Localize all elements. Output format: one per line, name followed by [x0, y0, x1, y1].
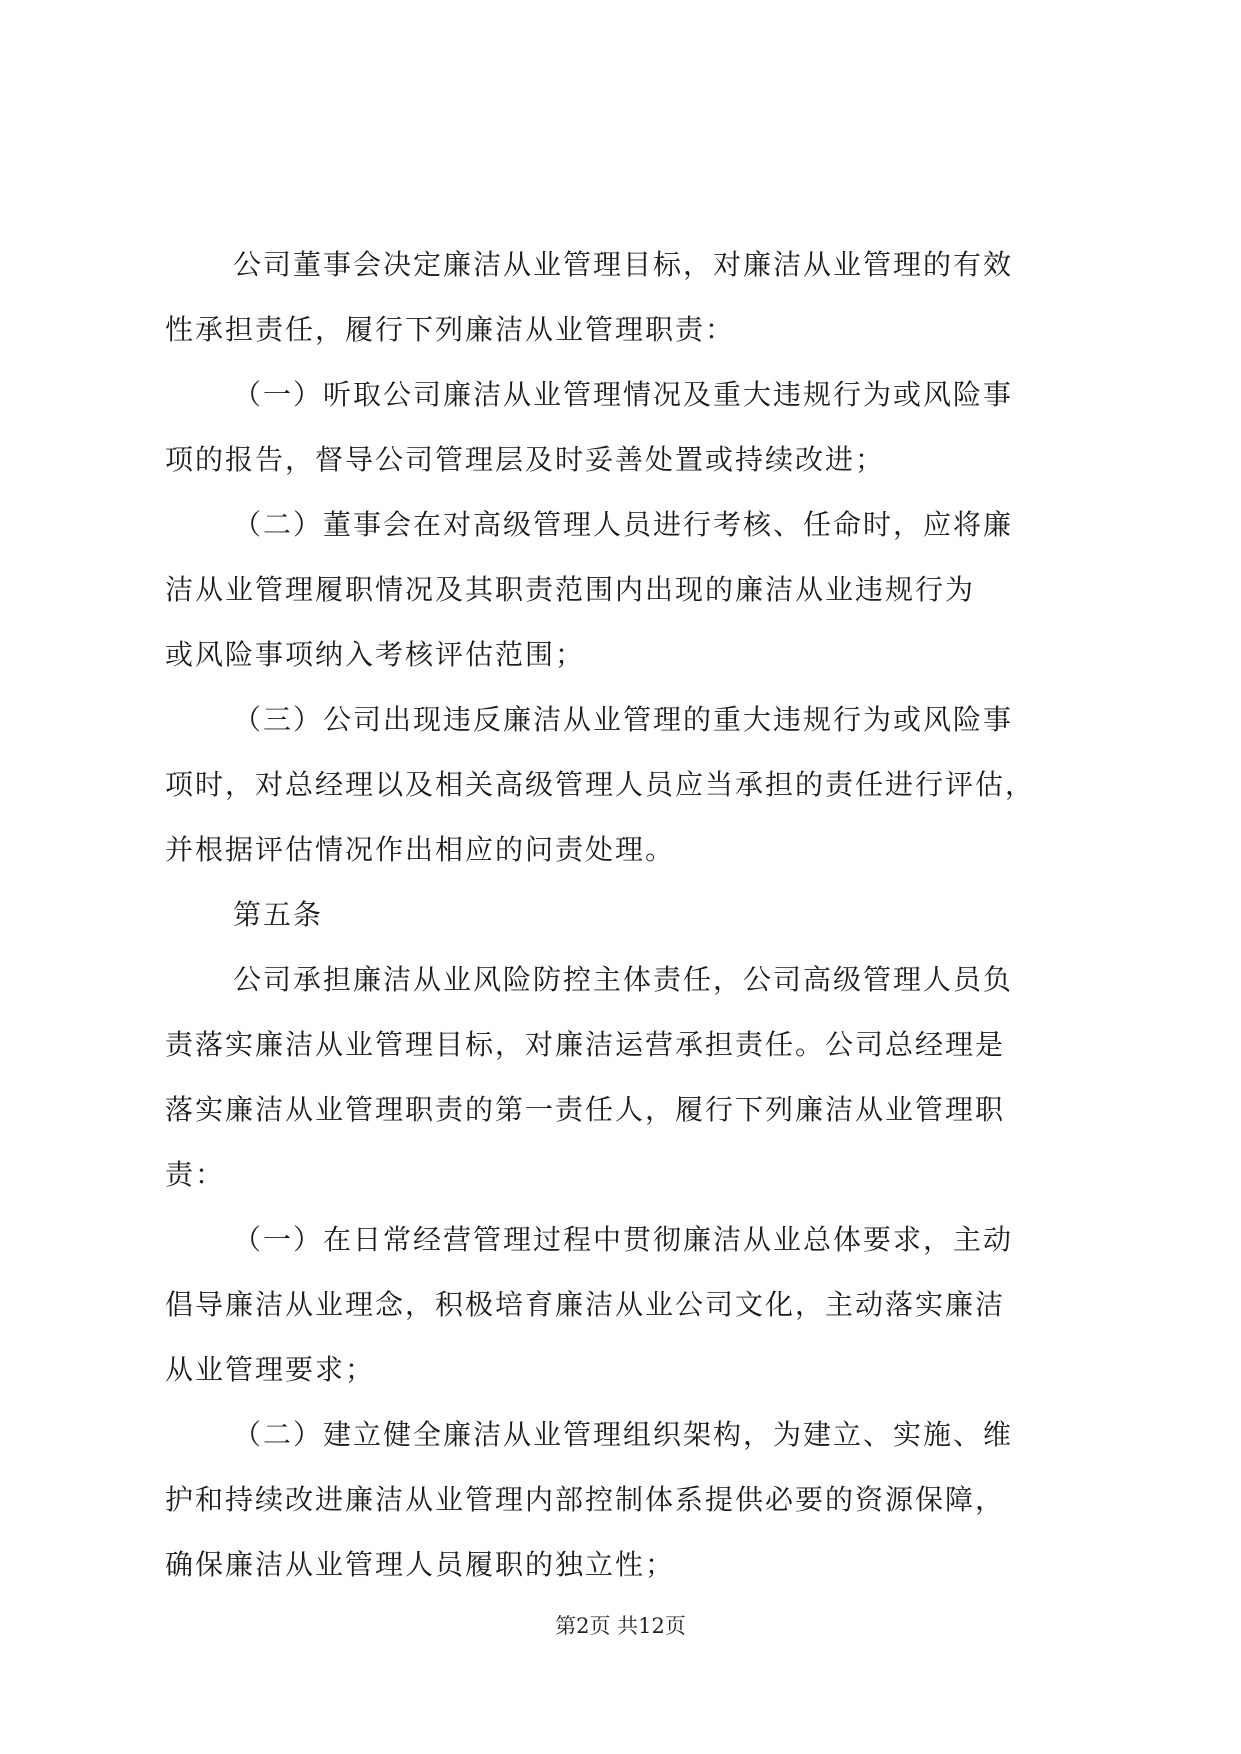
paragraph-line: 倡导廉洁从业理念，积极培育廉洁从业公司文化，主动落实廉洁	[165, 1288, 1006, 1321]
paragraph-line: （三）公司出现违反廉洁从业管理的重大违规行为或风险事	[233, 703, 1014, 736]
paragraph-line: 性承担责任，履行下列廉洁从业管理职责：	[165, 313, 736, 346]
paragraph-line: 项的报告，督导公司管理层及时妥善处置或持续改进；	[165, 443, 886, 476]
paragraph-line: 或风险事项纳入考核评估范围；	[165, 638, 586, 671]
paragraph-line: 项时，对总经理以及相关高级管理人员应当承担的责任进行评估，	[165, 768, 1036, 801]
paragraph-line: 确保廉洁从业管理人员履职的独立性；	[165, 1548, 676, 1581]
paragraph-line: 责落实廉洁从业管理目标，对廉洁运营承担责任。公司总经理是	[165, 1028, 1006, 1061]
article-heading: 第五条	[233, 898, 324, 931]
page-number-footer: 第2页 共12页	[555, 1614, 686, 1638]
paragraph-line: 公司承担廉洁从业风险防控主体责任，公司高级管理人员负	[233, 963, 1014, 996]
paragraph-line: 公司董事会决定廉洁从业管理目标，对廉洁从业管理的有效	[233, 248, 1014, 281]
paragraph-line: 责：	[165, 1158, 226, 1191]
paragraph-line: 从业管理要求；	[165, 1353, 376, 1386]
paragraph-line: 护和持续改进廉洁从业管理内部控制体系提供必要的资源保障，	[165, 1483, 1006, 1516]
paragraph-line: 洁从业管理履职情况及其职责范围内出现的廉洁从业违规行为	[165, 573, 976, 606]
paragraph-line: （二）建立健全廉洁从业管理组织架构，为建立、实施、维	[233, 1418, 1014, 1451]
paragraph-line: （一）在日常经营管理过程中贯彻廉洁从业总体要求，主动	[233, 1223, 1014, 1256]
paragraph-line: （一）听取公司廉洁从业管理情况及重大违规行为或风险事	[233, 378, 1014, 411]
paragraph-line: （二）董事会在对高级管理人员进行考核、任命时，应将廉	[233, 508, 1014, 541]
paragraph-line: 落实廉洁从业管理职责的第一责任人，履行下列廉洁从业管理职	[165, 1093, 1006, 1126]
document-body	[165, 232, 1085, 1597]
paragraph-line: 并根据评估情况作出相应的问责处理。	[165, 833, 676, 866]
